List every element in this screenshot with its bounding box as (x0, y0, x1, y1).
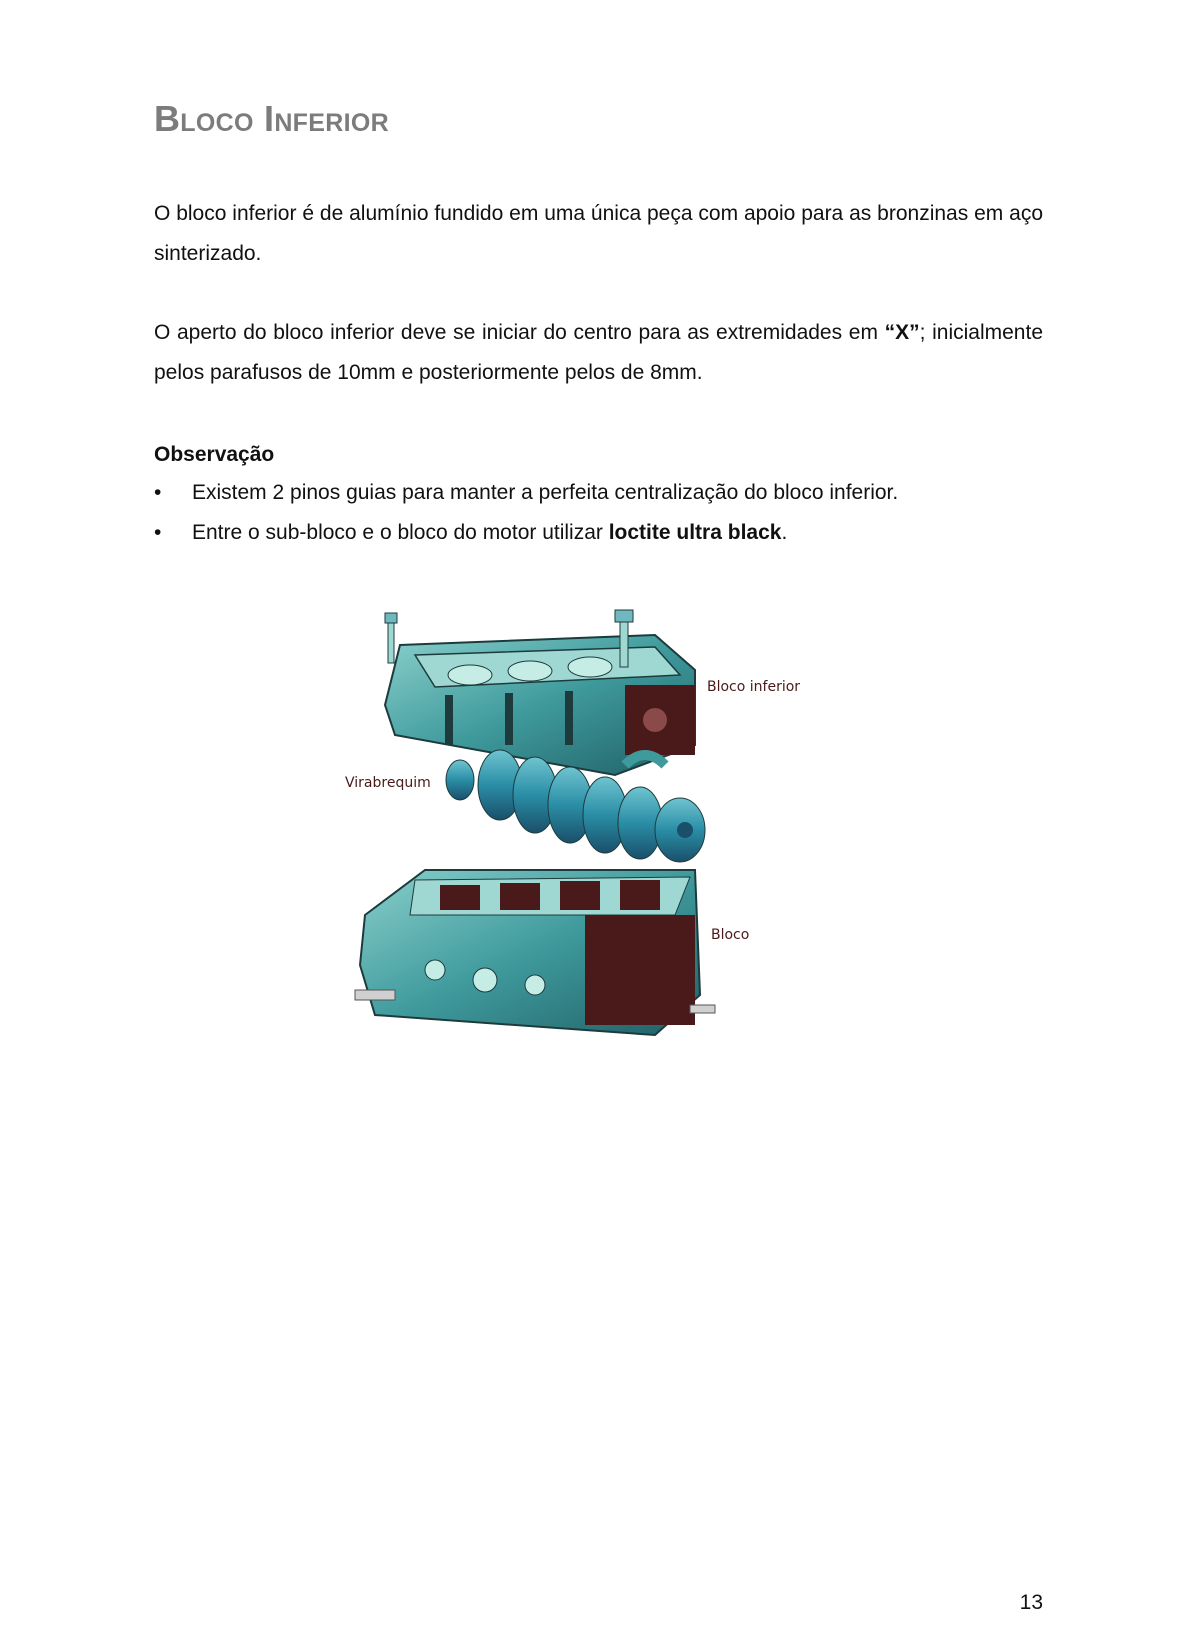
paragraph-text: O aperto do bloco inferior deve se iniciar do centro para as extremidades em (154, 321, 885, 344)
paragraph-text: ; inicialmente pelos parafusos de 10mm e posteriormente pelos de 8mm. (154, 321, 1044, 384)
page-title: Bloco Inferior (154, 98, 389, 139)
label-crankshaft: Virabrequim (345, 775, 431, 791)
observation-heading: Observação (154, 443, 275, 466)
list-item (154, 513, 898, 553)
list-item (154, 473, 898, 513)
label-engine-block: Bloco (711, 927, 750, 943)
bullet-icon: • (154, 481, 162, 504)
product-name: loctite ultra black (608, 521, 782, 544)
engine-block-part (355, 870, 715, 1035)
paragraph-aluminum-block: O bloco inferior é de alumínio fundido em uma única peça com apoio para as bronzinas em aço sinterizado. (154, 202, 1043, 265)
observation-list (154, 473, 898, 553)
page-number: 13 (1019, 1591, 1043, 1614)
emphasis-x: “X” (884, 321, 920, 344)
paragraph-tightening-order (154, 313, 1043, 393)
bolt-left-icon (385, 613, 397, 663)
list-item-text: Entre o sub-bloco e o bloco do motor utilizar (192, 521, 609, 544)
engine-exploded-illustration (345, 625, 845, 1095)
list-item-text: . (781, 521, 788, 544)
engine-illustration-svg (345, 625, 845, 1095)
list-item-text: Existem 2 pinos guias para manter a perfeita centralização do bloco inferior. (192, 481, 899, 504)
bullet-icon: • (154, 521, 162, 544)
label-lower-block: Bloco inferior (707, 679, 801, 695)
